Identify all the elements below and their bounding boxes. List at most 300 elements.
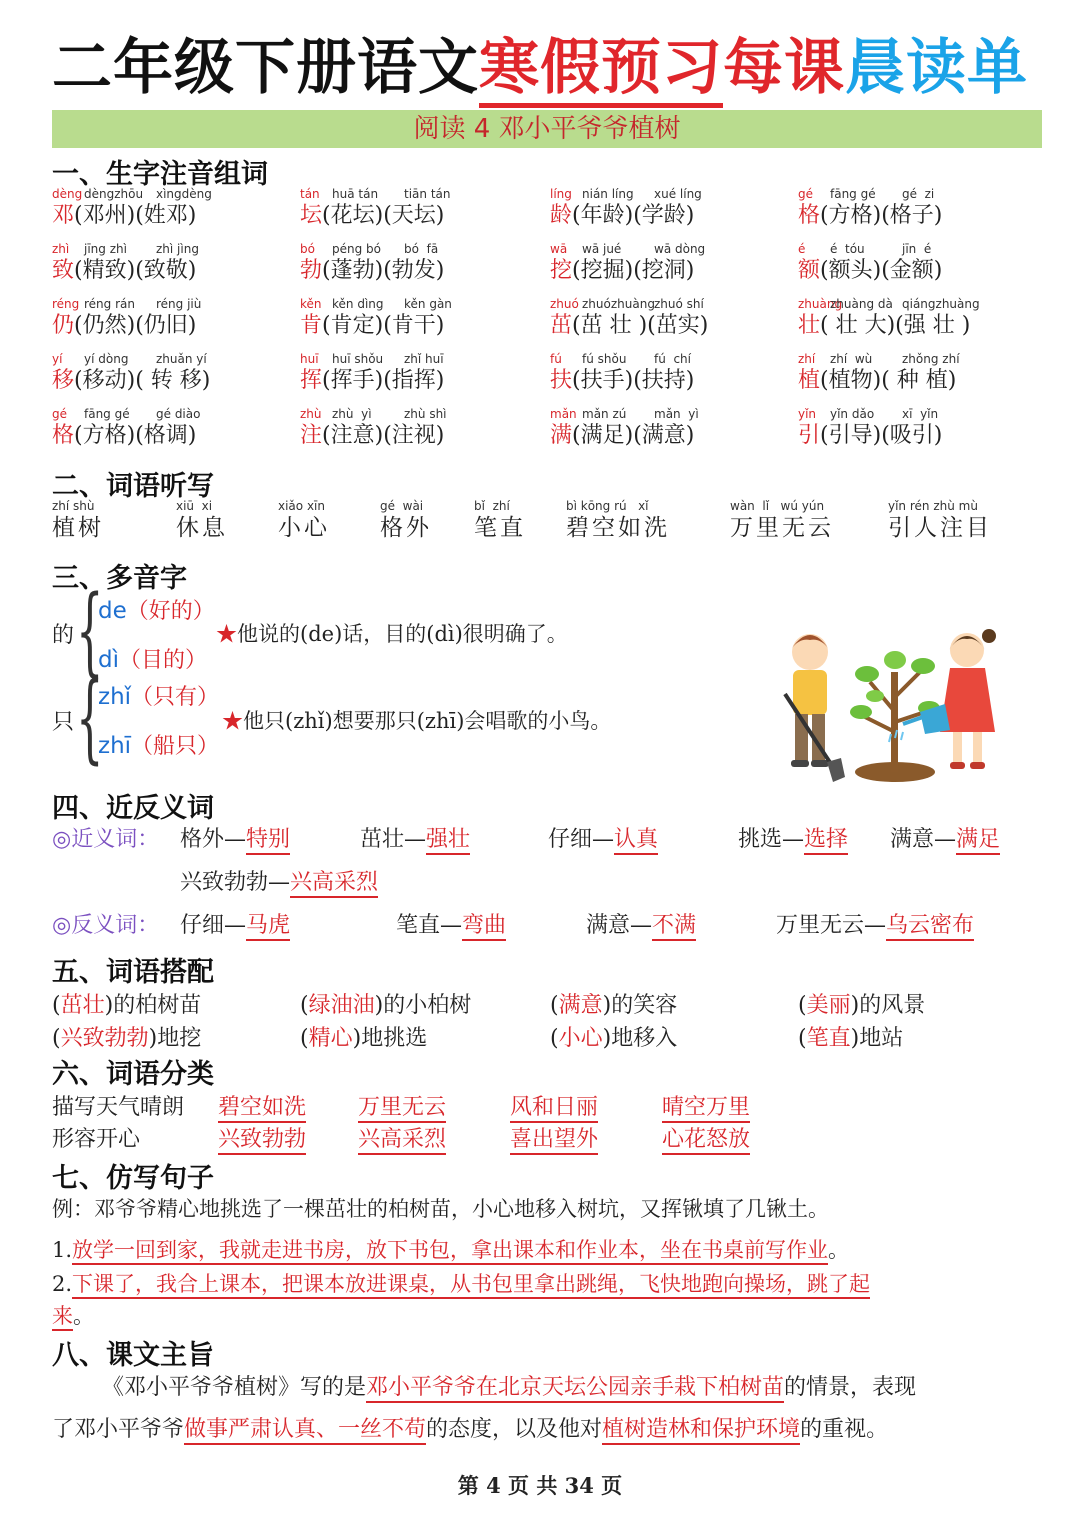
dictation-text: 碧空如洗: [566, 515, 670, 541]
word-2: (金额): [881, 258, 943, 283]
children-planting-tree-illustration: [745, 612, 1035, 787]
character-words: [798, 367, 1038, 395]
matching-text: 的小柏树: [383, 993, 472, 1018]
character-entry: [550, 241, 790, 285]
word-2: (吸引): [881, 423, 943, 448]
pinyin-word: huī shǒu: [332, 352, 384, 366]
classify-answer: [510, 1122, 598, 1153]
pinyin-line: [300, 406, 540, 422]
classify-word: 兴高采烈: [358, 1127, 446, 1155]
word-1: (挥手): [322, 368, 384, 393]
character-entry: [550, 186, 790, 230]
word-1: (移动): [74, 368, 136, 393]
character: 植: [798, 368, 821, 393]
character-words: [52, 257, 292, 285]
matching-text: 的笑容: [611, 993, 678, 1018]
bracket-open: (: [798, 993, 807, 1018]
antonym-answer: 马虎: [246, 913, 290, 941]
word-2: (茁实): [647, 313, 709, 338]
pinyin-char: gé: [798, 187, 813, 201]
synonym-answer: 认真: [614, 827, 658, 855]
page-title: [0, 20, 1080, 106]
section-heading-imitate-sentence: 七、仿写句子: [52, 1163, 214, 1194]
word-1: (茁 壮 ): [572, 313, 648, 338]
classify-answer: [510, 1090, 598, 1121]
pinyin-word: wā dòng: [654, 242, 706, 256]
word-1: (仍然): [74, 313, 136, 338]
character-entry: [798, 296, 1038, 340]
synonym-word: 满意—: [890, 827, 957, 852]
word-1: (额头): [820, 258, 882, 283]
pinyin-word: bó fā: [404, 242, 439, 256]
dictation-pinyin: xiū xi: [176, 499, 213, 513]
word-2: (格子): [881, 203, 943, 228]
matching-answer: 精心: [308, 1026, 353, 1051]
character: 额: [798, 258, 821, 283]
pinyin-line: [52, 186, 292, 202]
character-entry: [300, 186, 540, 230]
pinyin-word: mǎn yì: [654, 407, 699, 421]
bracket-close: ): [374, 993, 384, 1018]
pinyin-char: zhì: [52, 242, 70, 256]
dictation-word: [566, 498, 670, 542]
character: 仍: [52, 313, 75, 338]
imitate-answer-2-cont: 来。: [52, 1300, 94, 1330]
bracket-close: ): [104, 993, 114, 1018]
dictation-text: 引人注目: [888, 515, 992, 541]
character-entry: [52, 241, 292, 285]
pinyin-word: yí dòng: [84, 352, 129, 366]
character: 致: [52, 258, 75, 283]
pinyin-line: [550, 351, 790, 367]
word-1: (满足): [572, 423, 634, 448]
character-entry: [550, 351, 790, 395]
bracket-open: (: [52, 1026, 61, 1051]
dictation-text: 休息: [176, 515, 228, 541]
polyphone-reading: dì（目的）: [98, 647, 208, 673]
pinyin-word: xìngdèng: [156, 187, 212, 201]
character: 茁: [550, 313, 573, 338]
word-2: (指挥): [383, 368, 445, 393]
pinyin-word: huā tán: [332, 187, 379, 201]
character-words: [52, 312, 292, 340]
pinyin-word: réng rán: [84, 297, 135, 311]
brace-icon: {: [76, 575, 104, 687]
pinyin-word: qiángzhuàng: [902, 297, 980, 311]
pinyin-line: [300, 296, 540, 312]
bracket-close: ): [602, 993, 612, 1018]
synonym-pair: [180, 822, 290, 853]
character-entry: [798, 406, 1038, 450]
character-words: [300, 202, 540, 230]
pinyin-word: kěn gàn: [404, 297, 452, 311]
pinyin-char: fú: [550, 352, 562, 366]
character: 扶: [550, 368, 573, 393]
bracket-open: (: [300, 1026, 309, 1051]
pinyin-word: wā jué: [582, 242, 622, 256]
bracket-open: (: [550, 1026, 559, 1051]
pinyin-line: [798, 406, 1038, 422]
pinyin-char: líng: [550, 187, 572, 201]
character-words: [550, 312, 790, 340]
classify-word: 喜出望外: [510, 1127, 598, 1155]
pinyin-char: mǎn: [550, 407, 577, 421]
section-heading-word-classification: 六、词语分类: [52, 1059, 214, 1090]
matching-item: [300, 988, 471, 1019]
pinyin-char: dèng: [52, 187, 83, 201]
character-words: [798, 312, 1038, 340]
matching-text: 地站: [859, 1026, 904, 1051]
matching-item: [550, 1021, 677, 1052]
antonym-answer: 弯曲: [462, 913, 506, 941]
matching-answer: 绿油油: [308, 993, 375, 1018]
synonym-answer: 特别: [246, 827, 290, 855]
synonym-pair: [738, 822, 848, 853]
word-2: (格调): [135, 423, 197, 448]
word-2: (勃发): [383, 258, 445, 283]
pinyin-char: zhuàng: [798, 297, 843, 311]
classify-word: 晴空万里: [662, 1095, 750, 1123]
pinyin-line: [550, 296, 790, 312]
pinyin-word: yǐn dǎo: [830, 407, 875, 421]
character-words: [550, 367, 790, 395]
pinyin-line: [798, 241, 1038, 257]
synonym-word: 格外—: [180, 827, 247, 852]
classify-answer: [358, 1090, 446, 1121]
character: 邓: [52, 203, 75, 228]
polyphone-sentence: ★他说的(de)话，目的(dì)很明确了。: [216, 622, 568, 646]
pinyin-word: zhù shì: [404, 407, 447, 421]
main-idea-line-2: 了邓小平爷爷做事严肃认真、一丝不苟的态度，以及他对植树造林和保护环境的重视。: [52, 1412, 888, 1443]
character-entry: [52, 406, 292, 450]
synonym-word: 茁壮—: [360, 827, 427, 852]
synonym-pair: [548, 822, 658, 853]
pinyin-line: [52, 406, 292, 422]
dictation-text: 格外: [380, 515, 432, 541]
word-1: (肯定): [322, 313, 384, 338]
pinyin-line: [52, 351, 292, 367]
character: 肯: [300, 313, 323, 338]
character: 坛: [300, 203, 323, 228]
word-2: (天坛): [383, 203, 445, 228]
character: 格: [798, 203, 821, 228]
word-2: (注视): [383, 423, 445, 448]
pinyin-char: huī: [300, 352, 319, 366]
matching-item: [300, 1021, 427, 1052]
polyphone-reading: zhǐ（只有）: [98, 684, 220, 710]
pinyin-char: wā: [550, 242, 568, 256]
pinyin-word: fāng gé: [84, 407, 130, 421]
character-entry: [300, 406, 540, 450]
word-1: (引导): [820, 423, 882, 448]
dictation-word: [176, 498, 228, 542]
synonym-label: ◎近义词：: [52, 827, 160, 852]
star-icon: ★: [216, 622, 237, 646]
classify-label-happy: 形容开心: [52, 1127, 141, 1152]
synonym-answer: 满足: [956, 827, 1000, 855]
word-2: (学龄): [633, 203, 695, 228]
pinyin-word: fú shǒu: [582, 352, 627, 366]
bracket-open: (: [798, 1026, 807, 1051]
bracket-close: ): [148, 1026, 158, 1051]
character: 注: [300, 423, 323, 448]
antonym-word: 仔细—: [180, 913, 247, 938]
bracket-close: ): [850, 993, 860, 1018]
word-1: (注意): [322, 423, 384, 448]
pinyin-word: zhù yì: [332, 407, 372, 421]
pinyin-word: fāng gé: [830, 187, 876, 201]
pinyin-word: zhuó shí: [654, 297, 704, 311]
pinyin-word: dèngzhōu: [84, 187, 144, 201]
synonym-answer: 选择: [804, 827, 848, 855]
word-2: ( 种 植): [881, 368, 957, 393]
matching-text: 地挖: [157, 1026, 202, 1051]
character-words: [300, 422, 540, 450]
classify-word: 万里无云: [358, 1095, 446, 1123]
pinyin-line: [550, 406, 790, 422]
pinyin-word: jīng zhì: [84, 242, 127, 256]
word-1: (方格): [820, 203, 882, 228]
character-entry: [798, 241, 1038, 285]
word-1: (花坛): [322, 203, 384, 228]
character-words: [52, 422, 292, 450]
dictation-word: [888, 498, 992, 542]
pinyin-word: péng bó: [332, 242, 381, 256]
character-entry: [300, 241, 540, 285]
matching-item: [550, 988, 677, 1019]
word-2: (姓邓): [135, 203, 197, 228]
character-entry: [300, 351, 540, 395]
pinyin-line: [550, 186, 790, 202]
bracket-open: (: [52, 993, 61, 1018]
matching-item: [798, 988, 925, 1019]
synonym-pair: [180, 865, 378, 896]
pinyin-line: [798, 296, 1038, 312]
word-2: (扶持): [633, 368, 695, 393]
pinyin-word: zhuózhuàng: [582, 297, 655, 311]
pinyin-line: [300, 186, 540, 202]
pinyin-word: é tóu: [830, 242, 865, 256]
character: 龄: [550, 203, 573, 228]
classify-answer: [662, 1090, 750, 1121]
character-words: [550, 202, 790, 230]
character-entry: [798, 186, 1038, 230]
classify-answer: [218, 1122, 306, 1153]
word-2: (挖洞): [633, 258, 695, 283]
character: 壮: [798, 313, 821, 338]
pinyin-line: [798, 186, 1038, 202]
pinyin-word: xué líng: [654, 187, 702, 201]
word-2: (仍旧): [135, 313, 197, 338]
antonym-answer: 乌云密布: [886, 913, 974, 941]
character: 格: [52, 423, 75, 448]
dictation-pinyin: gé wài: [380, 499, 424, 513]
word-1: ( 壮 大): [820, 313, 896, 338]
dictation-text: 小心: [278, 515, 330, 541]
classify-label-weather: 描写天气晴朗: [52, 1095, 185, 1120]
pinyin-word: fú chí: [654, 352, 691, 366]
antonym-word: 万里无云—: [776, 913, 887, 938]
pinyin-word: zhì jìng: [156, 242, 199, 256]
character: 勃: [300, 258, 323, 283]
title-part-each: 每课: [723, 33, 845, 103]
imitate-answer-1: 1.放学一回到家，我就走进书房，放下书包，拿出课本和作业本，坐在书桌前写作业。: [52, 1234, 849, 1264]
pinyin-char: yǐn: [798, 407, 817, 421]
character-words: [550, 422, 790, 450]
section-heading-word-matching: 五、词语搭配: [52, 957, 214, 988]
character-words: [550, 257, 790, 285]
character-entry: [52, 351, 292, 395]
pinyin-char: tán: [300, 187, 320, 201]
pinyin-word: jīn é: [902, 242, 932, 256]
word-1: (植物): [820, 368, 882, 393]
dictation-text: 植树: [52, 515, 104, 541]
pinyin-char: yí: [52, 352, 63, 366]
word-2: (强 壮 ): [895, 313, 971, 338]
character: 移: [52, 368, 75, 393]
word-1: (挖掘): [572, 258, 634, 283]
matching-text: 的柏树苗: [113, 993, 202, 1018]
character-entry: [52, 296, 292, 340]
classify-word: 碧空如洗: [218, 1095, 306, 1123]
pinyin-line: [52, 241, 292, 257]
character-words: [300, 312, 540, 340]
section-heading-synonyms-antonyms: 四、近反义词: [52, 793, 214, 824]
character: 挥: [300, 368, 323, 393]
pinyin-line: [550, 241, 790, 257]
bracket-close: ): [602, 1026, 612, 1051]
character: 挖: [550, 258, 573, 283]
pinyin-char: bó: [300, 242, 315, 256]
antonym-word: 满意—: [586, 913, 653, 938]
title-part-grade: 二年级下册语文: [52, 33, 479, 103]
bracket-close: ): [352, 1026, 362, 1051]
pinyin-word: xī yǐn: [902, 407, 939, 421]
section-heading-polyphone: 三、多音字: [52, 563, 187, 594]
synonym-word: 挑选—: [738, 827, 805, 852]
bracket-close: ): [850, 1026, 860, 1051]
classify-answer: [662, 1122, 750, 1153]
pinyin-line: [52, 296, 292, 312]
polyphone-char-zhi: 只: [52, 710, 75, 735]
pinyin-word: gé diào: [156, 407, 201, 421]
pinyin-word: zhuàng dà: [830, 297, 893, 311]
pinyin-char: gé: [52, 407, 67, 421]
pinyin-word: kěn dìng: [332, 297, 384, 311]
pinyin-word: zhǒng zhí: [902, 352, 960, 366]
pinyin-char: kěn: [300, 297, 322, 311]
dictation-pinyin: wàn lǐ wú yún: [730, 499, 825, 513]
character: 满: [550, 423, 573, 448]
section-heading-characters: 一、生字注音组词: [52, 159, 268, 190]
character-entry: [52, 186, 292, 230]
pinyin-char: zhù: [300, 407, 322, 421]
character-words: [798, 422, 1038, 450]
classify-word: 风和日丽: [510, 1095, 598, 1123]
dictation-word: [474, 498, 526, 542]
antonym-pair: [586, 908, 696, 939]
title-part-morning-reading: 晨读单: [845, 33, 1028, 103]
polyphone-reading: de（好的）: [98, 598, 215, 624]
imitate-answer-2: 2.下课了，我合上课本，把课本放进课桌，从书包里拿出跳绳，飞快地跑向操场，跳了起: [52, 1268, 870, 1298]
page-number: 第 4 页 共 34 页: [457, 1473, 623, 1498]
word-2: (满意): [633, 423, 695, 448]
matching-text: 的风景: [859, 993, 926, 1018]
character-words: [798, 202, 1038, 230]
word-2: ( 转 移): [135, 368, 211, 393]
pinyin-word: zhǐ huī: [404, 352, 444, 366]
bracket-open: (: [300, 993, 309, 1018]
synonym-word: 仔细—: [548, 827, 615, 852]
dictation-pinyin: xiǎo xīn: [278, 499, 325, 513]
word-1: (邓州): [74, 203, 136, 228]
dictation-word: [380, 498, 432, 542]
matching-answer: 美丽: [806, 993, 851, 1018]
dictation-text: 万里无云: [730, 515, 834, 541]
character-entry: [550, 406, 790, 450]
dictation-pinyin: yǐn rén zhù mù: [888, 499, 978, 513]
character-words: [798, 257, 1038, 285]
word-1: (年龄): [572, 203, 634, 228]
dictation-pinyin: zhí shù: [52, 499, 95, 513]
antonym-answer: 不满: [652, 913, 696, 941]
matching-answer: 笔直: [806, 1026, 851, 1051]
star-icon: ★: [222, 709, 243, 733]
title-part-preview: 寒假预习: [479, 33, 723, 108]
pinyin-word: nián líng: [582, 187, 634, 201]
synonym-answer: 兴高采烈: [290, 870, 378, 898]
character-entry: [300, 296, 540, 340]
character: 引: [798, 423, 821, 448]
classify-word: 兴致勃勃: [218, 1127, 306, 1155]
dictation-word: [730, 498, 834, 542]
synonym-pair: [360, 822, 470, 853]
matching-answer: 兴致勃勃: [60, 1026, 149, 1051]
main-idea-line-1: 《邓小平爷爷植树》写的是邓小平爷爷在北京天坛公园亲手栽下柏树苗的情景，表现: [102, 1370, 916, 1401]
word-2: (致敬): [135, 258, 197, 283]
synonym-word: 兴致勃勃—: [180, 870, 291, 895]
matching-item: [52, 1021, 201, 1052]
pinyin-char: zhí: [798, 352, 816, 366]
antonym-pair: [180, 908, 290, 939]
dictation-word: [278, 498, 330, 542]
word-1: (扶手): [572, 368, 634, 393]
bracket-open: (: [550, 993, 559, 1018]
classify-word: 心花怒放: [662, 1127, 750, 1155]
matching-answer: 满意: [558, 993, 603, 1018]
character-words: [52, 202, 292, 230]
matching-text: 地移入: [611, 1026, 678, 1051]
character-entry: [550, 296, 790, 340]
matching-text: 地挑选: [361, 1026, 428, 1051]
word-1: (方格): [74, 423, 136, 448]
section-heading-dictation: 二、词语听写: [52, 471, 214, 502]
pinyin-word: réng jiù: [156, 297, 202, 311]
synonym-pair: [890, 822, 1000, 853]
dictation-text: 笔直: [474, 515, 526, 541]
pinyin-line: [300, 241, 540, 257]
dictation-pinyin: bǐ zhí: [474, 499, 510, 513]
pinyin-char: réng: [52, 297, 80, 311]
character-entry: [798, 351, 1038, 395]
matching-item: [52, 988, 201, 1019]
polyphone-reading: zhī（船只）: [98, 733, 220, 759]
pinyin-word: zhí wù: [830, 352, 873, 366]
dictation-pinyin: bì kōng rú xǐ: [566, 499, 649, 513]
classify-answer: [218, 1090, 306, 1121]
antonym-word: 笔直—: [396, 913, 463, 938]
pinyin-line: [300, 351, 540, 367]
